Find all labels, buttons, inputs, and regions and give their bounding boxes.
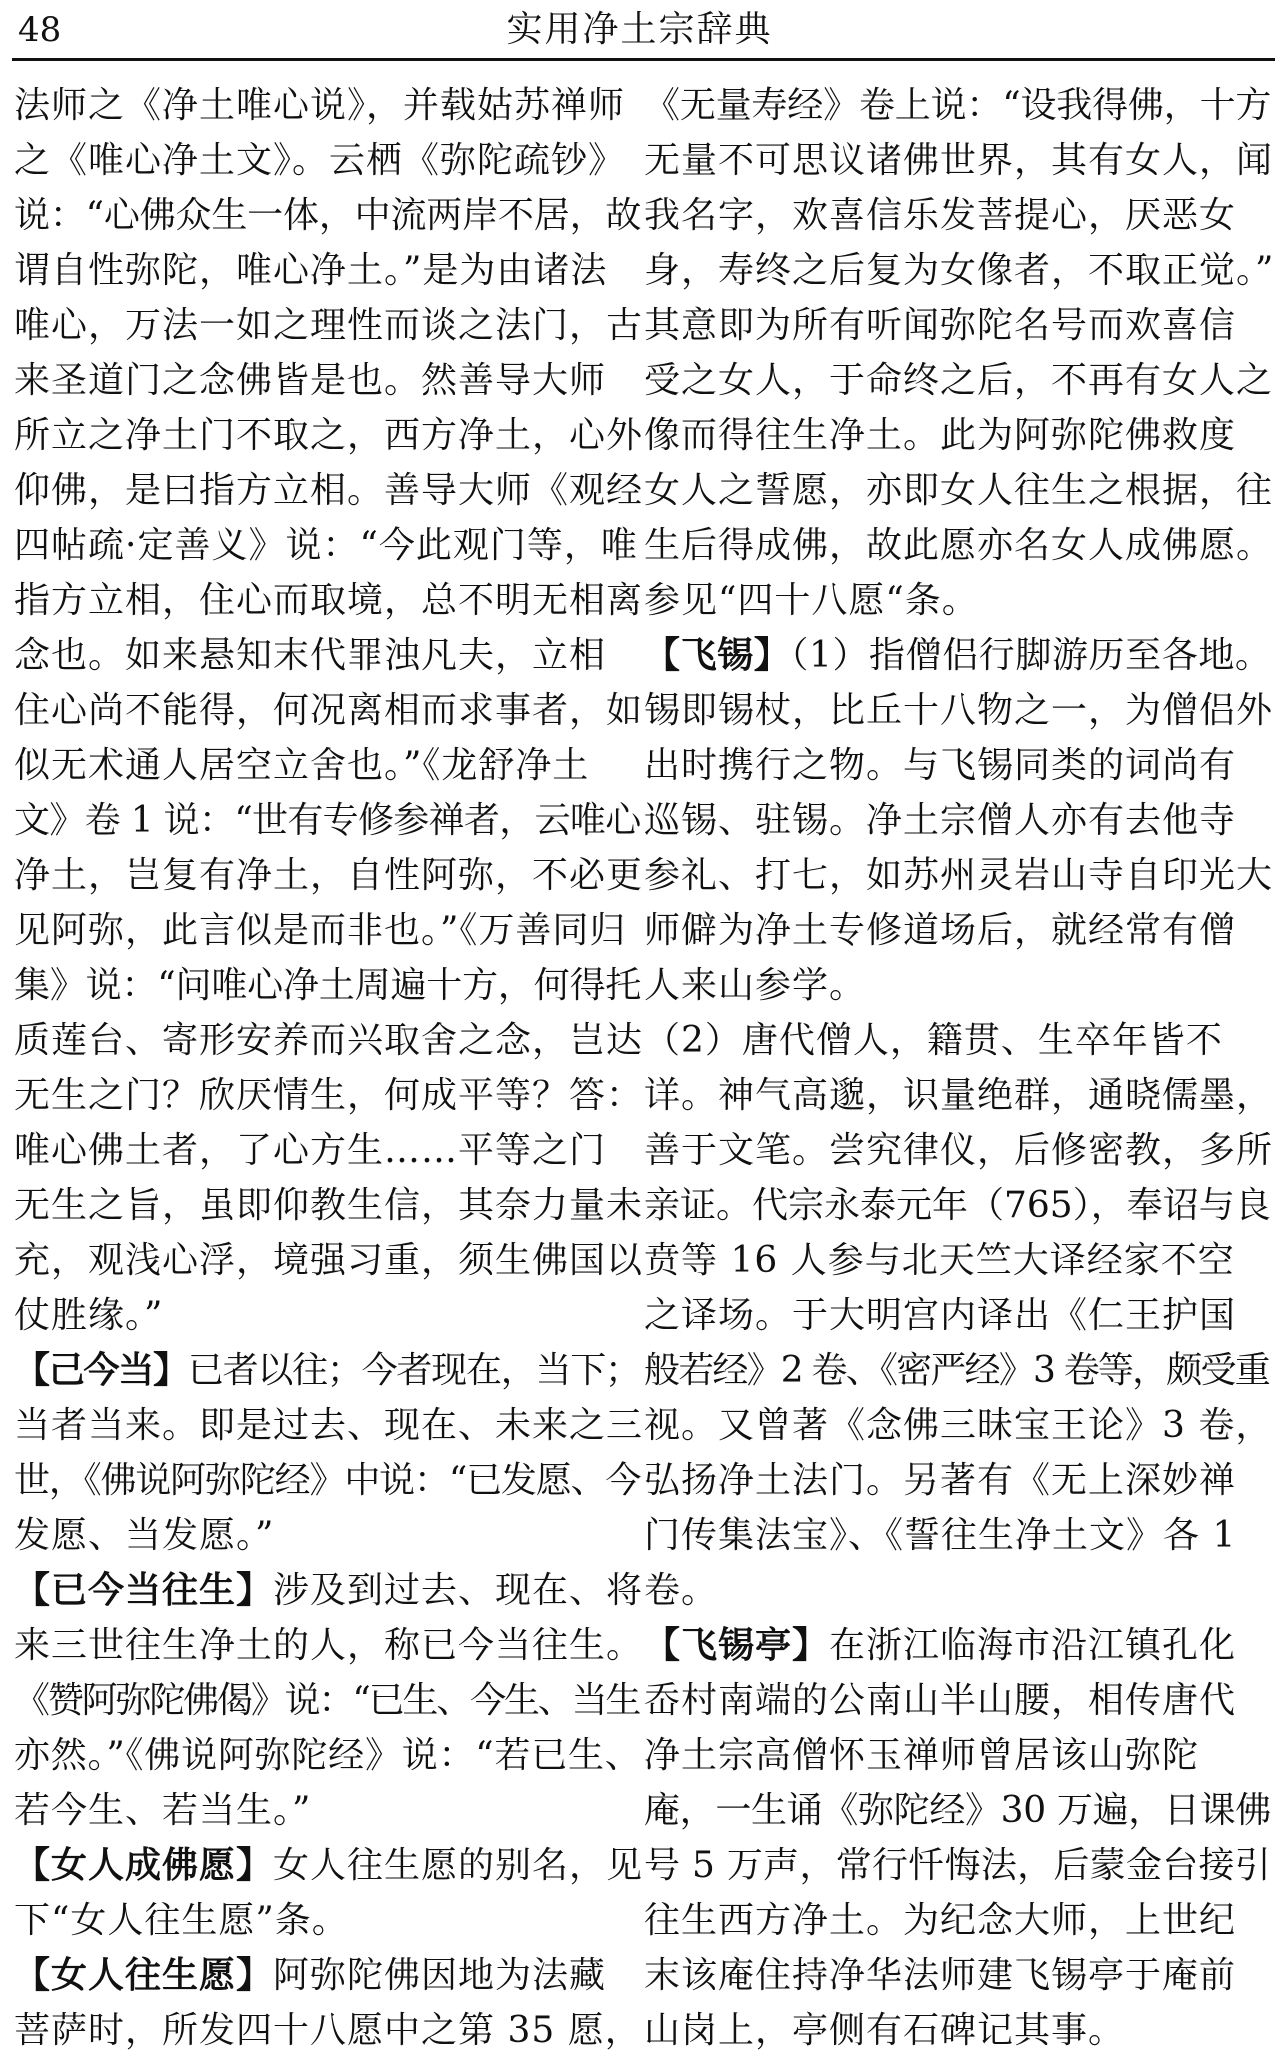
text-line: 亲证。代宗永泰元年（765），奉诏与良 xyxy=(644,1185,1271,1226)
text-line: 说：“心佛众生一体，中流两岸不居，故 xyxy=(14,195,642,236)
text-line: 像而得往生净土。此为阿弥陀佛救度 xyxy=(644,415,1237,456)
text-line: 指方立相，住心而取境，总不明无相离 xyxy=(14,580,644,621)
left-text-column xyxy=(14,78,644,2051)
text-line: 弘扬净土法门。另著有《无上深妙禅 xyxy=(644,1460,1237,1501)
entry-headword: 【己今当】 xyxy=(14,1349,188,1391)
text-line: （2）唐代僧人，籍贯、生卒年皆不 xyxy=(644,1020,1223,1061)
text-line: 下“女人往生愿”条。 xyxy=(14,1900,349,1941)
text-line: 世，《佛说阿弥陀经》中说：“已发愿、今 xyxy=(14,1460,641,1501)
text-line: 住心尚不能得，何况离相而求事者，如 xyxy=(14,690,644,731)
text-line: 山岗上，亭侧有石碑记其事。 xyxy=(644,2010,1126,2051)
text-line: 无生之门？欣厌情生，何成平等？答： xyxy=(14,1075,644,1116)
text-line: 唯心佛土者，了心方生……平等之门 xyxy=(14,1130,607,1171)
text-line: 视。又曾著《念佛三昧宝王论》3 卷， xyxy=(644,1405,1273,1446)
text-line: 善于文笔。尝究律仪，后修密教，多所 xyxy=(644,1130,1274,1171)
text-line: 念也。如来悬知末代罪浊凡夫，立相 xyxy=(14,635,607,676)
text-line: 当者当来。即是过去、现在、未来之三 xyxy=(14,1405,644,1446)
text-line: 生后得成佛，故此愿亦名女人成佛愿。 xyxy=(644,525,1274,566)
text-line: 所立之净土门不取之，西方净土，心外 xyxy=(14,415,644,456)
text-line: 来圣道门之念佛皆是也。然善导大师 xyxy=(14,360,607,401)
entry-headword: 【飞锡亭】 xyxy=(644,1624,830,1666)
text-line: 谓自性弥陀，唯心净土。”是为由诸法 xyxy=(14,250,608,291)
text-line: 门传集法宝》、《誓往生净土文》各 1 xyxy=(644,1515,1237,1556)
entry-headword: 【飞锡】 xyxy=(644,634,791,676)
text-line: 质莲台、寄形安养而兴取舍之念，岂达 xyxy=(14,1020,644,1061)
text-line: 【女人成佛愿】女人往生愿的别名，见 xyxy=(14,1844,644,1886)
text-line: 师僻为净土专修道场后，就经常有僧 xyxy=(644,910,1237,951)
text-line: 往生西方净土。为纪念大师，上世纪 xyxy=(644,1900,1237,1941)
entry-headword: 【已今当往生】 xyxy=(14,1569,274,1611)
text-line: 仗胜缘。” xyxy=(14,1295,164,1336)
text-line: 净土宗高僧怀玉禅师曾居该山弥陀 xyxy=(644,1735,1200,1776)
text-line: 唯心，万法一如之理性而谈之法门，古 xyxy=(14,305,644,346)
text-line: 无生之旨，虽即仰教生信，其奈力量未 xyxy=(14,1185,644,1226)
text-line: 末该庵住持净华法师建飞锡亭于庵前 xyxy=(644,1955,1237,1996)
text-line: 来三世往生净土的人，称已今当往生。 xyxy=(14,1625,644,1666)
running-title: 实用净土宗辞典 xyxy=(506,9,773,50)
text-line: 亦然。”《佛说阿弥陀经》说：“若已生、 xyxy=(14,1735,642,1776)
right-text-column xyxy=(644,78,1275,2051)
header-rule xyxy=(12,58,1275,61)
text-line: 【已今当往生】涉及到过去、现在、将 xyxy=(14,1569,644,1611)
text-line: 详。神气高邈，识量绝群，通晓儒墨， xyxy=(644,1075,1274,1116)
text-line: 仰佛，是曰指方立相。善导大师《观经 xyxy=(14,470,644,511)
text-line: 《赞阿弥陀佛偈》说：“已生、今生、当生 xyxy=(14,1680,640,1721)
text-line: 【女人往生愿】阿弥陀佛因地为法藏 xyxy=(14,1954,607,1996)
text-line: 锡即锡杖，比丘十八物之一，为僧侣外 xyxy=(644,690,1274,731)
text-line: 四帖疏·定善义》说：“今此观门等，唯 xyxy=(14,525,638,566)
text-line: 充，观浅心浮，境强习重，须生佛国以 xyxy=(14,1240,644,1281)
text-line: 女人之誓愿，亦即女人往生之根据，往 xyxy=(644,470,1274,511)
text-line: 法师之《净土唯心说》，并载姑苏禅师 xyxy=(14,85,626,126)
text-line: 贲等 16 人参与北天竺大译经家不空 xyxy=(644,1240,1235,1281)
text-line: 【飞锡亭】在浙江临海市沿江镇孔化 xyxy=(644,1624,1237,1666)
text-line: 若今生、若当生。” xyxy=(14,1790,312,1831)
text-line: 文》卷 1 说：“世有专修参禅者，云唯心 xyxy=(14,800,641,841)
text-line: 之《唯心净土文》。云栖《弥陀疏钞》 xyxy=(14,140,626,181)
text-line: 似无术通人居空立舍也。”《龙舒净土 xyxy=(14,745,590,786)
text-line: 卷。 xyxy=(644,1570,719,1611)
text-line: 身，寿终之后复为女像者，不取正觉。” xyxy=(644,250,1275,291)
text-line: 参见“四十八愿“条。 xyxy=(644,580,979,621)
text-line: 见阿弥，此言似是而非也。”《万善同归 xyxy=(14,910,627,951)
text-line: 参礼、打七，如苏州灵岩山寺自印光大 xyxy=(644,855,1274,896)
text-line: 发愿、当发愿。” xyxy=(14,1515,275,1556)
text-line: 出时携行之物。与飞锡同类的词尚有 xyxy=(644,745,1237,786)
text-line: 其意即为所有听闻弥陀名号而欢喜信 xyxy=(644,305,1237,346)
text-line: 受之女人，于命终之后，不再有女人之 xyxy=(644,360,1274,401)
entry-headword: 【女人往生愿】 xyxy=(14,1954,274,1996)
text-line: 【己今当】已者以往；今者现在，当下； xyxy=(14,1349,640,1391)
text-line: 无量不可思议诸佛世界，其有女人，闻 xyxy=(644,140,1274,181)
text-line: 岙村南端的公南山半山腰，相传唐代 xyxy=(644,1680,1237,1721)
text-line: 净土，岂复有净土，自性阿弥，不必更 xyxy=(14,855,644,896)
page-number: 48 xyxy=(18,10,62,50)
text-line: 【飞锡】（1）指僧侣行脚游历至各地。 xyxy=(644,634,1272,676)
text-line: 庵，一生诵《弥陀经》30 万遍，日课佛 xyxy=(644,1790,1271,1831)
text-line: 《无量寿经》卷上说：“设我得佛，十方 xyxy=(644,85,1272,126)
text-line: 我名字，欢喜信乐发菩提心，厌恶女 xyxy=(644,195,1237,236)
text-line: 号 5 万声，常行忏悔法，后蒙金台接引 xyxy=(644,1845,1272,1886)
text-line: 集》说：“问唯心净土周遍十方，何得托 xyxy=(14,965,642,1006)
page-header xyxy=(0,0,1279,70)
text-line: 般若经》2 卷、《密严经》3 卷等，颇受重 xyxy=(644,1350,1269,1391)
text-line: 菩萨时，所发四十八愿中之第 35 愿， xyxy=(14,2010,642,2051)
text-line: 人来山参学。 xyxy=(644,965,867,1006)
text-line: 巡锡、驻锡。净土宗僧人亦有去他寺 xyxy=(644,800,1237,841)
entry-headword: 【女人成佛愿】 xyxy=(14,1844,274,1886)
text-line: 之译场。于大明宫内译出《仁王护国 xyxy=(644,1295,1237,1336)
